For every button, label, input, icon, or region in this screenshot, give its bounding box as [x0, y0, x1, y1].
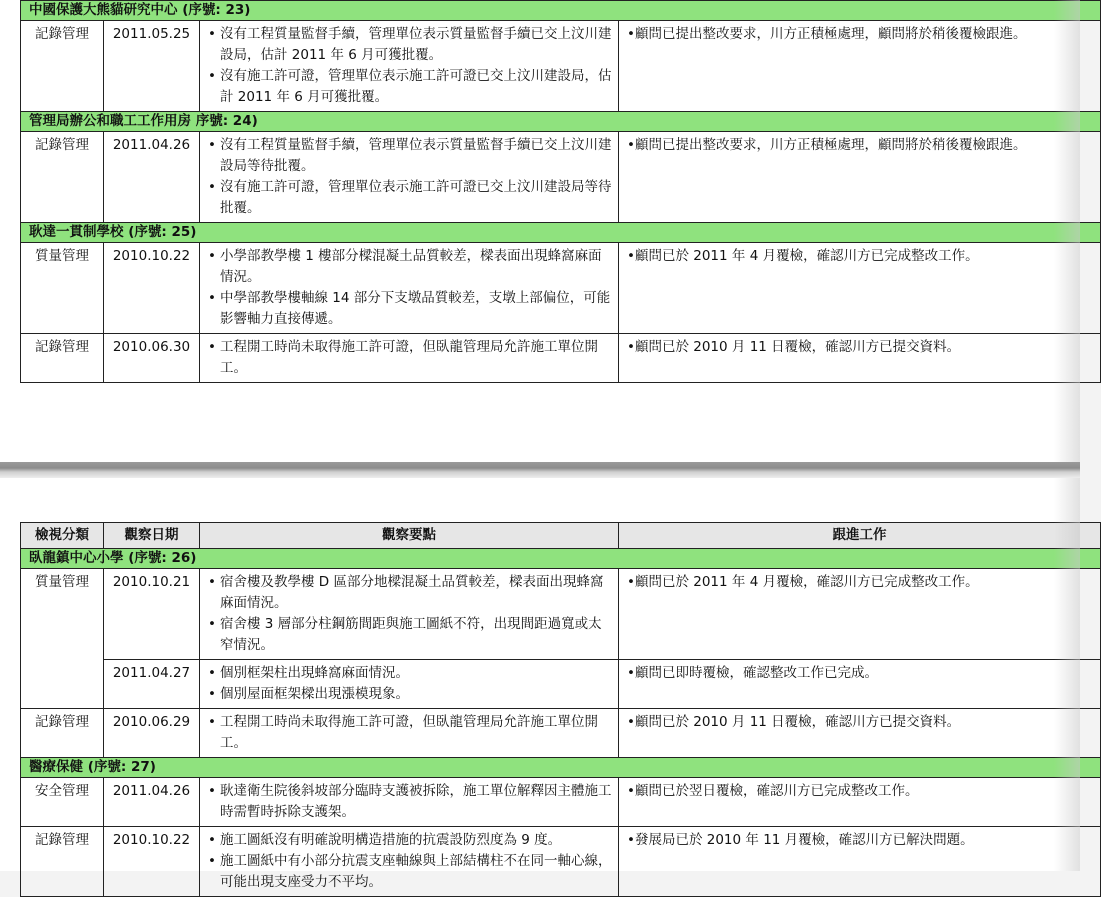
cell-category: 記錄管理	[21, 21, 104, 112]
points-list	[206, 246, 612, 330]
cell-date: 2011.04.27	[104, 660, 200, 709]
points-list	[206, 572, 612, 656]
cell-date: 2010.10.22	[104, 243, 200, 334]
header-date: 觀察日期	[104, 523, 200, 549]
point-item: • 施工圖紙沒有明確說明構造措施的抗震設防烈度為 9 度。	[220, 830, 612, 851]
cell-followup: •顧問已於 2011 年 4 月覆檢，確認川方已完成整改工作。	[619, 569, 1101, 660]
point-item: • 個別屋面框架樑出現漲模現象。	[220, 684, 612, 705]
point-item: • 沒有工程質量監督手續，管理單位表示質量監督手續已交上汶川建設局等待批覆。	[220, 135, 612, 177]
section-title: 臥龍鎮中心小學 (序號: 26)	[21, 549, 1101, 569]
point-item: • 沒有施工許可證，管理單位表示施工許可證已交上汶川建設局等待批覆。	[220, 177, 612, 219]
table-row	[21, 334, 1101, 383]
points-list	[206, 663, 612, 705]
cell-category: 記錄管理	[21, 334, 104, 383]
points-list	[206, 712, 612, 754]
cell-date: 2010.06.29	[104, 709, 200, 758]
section-row	[21, 758, 1101, 778]
cell-category: 記錄管理	[21, 709, 104, 758]
cell-points	[200, 778, 619, 827]
cell-category: 記錄管理	[21, 827, 104, 897]
cell-date: 2010.06.30	[104, 334, 200, 383]
section-title: 中國保護大熊貓研究中心 (序號: 23)	[21, 1, 1101, 21]
point-item: • 個別框架柱出現蜂窩麻面情況。	[220, 663, 612, 684]
page-gap	[0, 462, 1080, 478]
cell-followup: •顧問已提出整改要求，川方正積極處理，顧問將於稍後覆檢跟進。	[619, 21, 1101, 112]
table-row	[21, 778, 1101, 827]
table-row	[21, 21, 1101, 112]
cell-category: 安全管理	[21, 778, 104, 827]
cell-followup: •顧問已即時覆檢，確認整改工作已完成。	[619, 660, 1101, 709]
point-item: • 中學部教學樓軸線 14 部分下支墩品質較差，支墩上部偏位，可能影響軸力直接傳遞。	[220, 288, 612, 330]
cell-followup: •顧問已於 2010 月 11 日覆檢，確認川方已提交資料。	[619, 709, 1101, 758]
cell-points	[200, 660, 619, 709]
section-title: 醫療保健 (序號: 27)	[21, 758, 1101, 778]
section-title: 管理局辦公和職工工作用房 序號: 24)	[21, 112, 1101, 132]
section-row	[21, 1, 1101, 21]
section-title: 耿達一貫制學校 (序號: 25)	[21, 223, 1101, 243]
cell-points	[200, 827, 619, 897]
cell-date: 2011.04.26	[104, 778, 200, 827]
cell-followup: •顧問已於 2011 年 4 月覆檢，確認川方已完成整改工作。	[619, 243, 1101, 334]
cell-followup: •顧問已於 2010 月 11 日覆檢，確認川方已提交資料。	[619, 334, 1101, 383]
header-followup: 跟進工作	[619, 523, 1101, 549]
cell-points	[200, 132, 619, 223]
point-item: • 沒有施工許可證，管理單位表示施工許可證已交上汶川建設局，估計 2011 年 6 月可獲批覆。	[220, 66, 612, 108]
table-row	[21, 132, 1101, 223]
table-row	[21, 243, 1101, 334]
point-item: • 施工圖紙中有小部分抗震支座軸線與上部結構柱不在同一軸心線，可能出現支座受力不平均。	[220, 851, 612, 893]
points-list	[206, 24, 612, 108]
table-header-row	[21, 523, 1101, 549]
inspection-table-page-2	[20, 522, 1101, 897]
table-row	[21, 569, 1101, 660]
section-row	[21, 112, 1101, 132]
points-list	[206, 781, 612, 823]
table-row	[21, 709, 1101, 758]
cell-category: 質量管理	[21, 243, 104, 334]
cell-followup: •發展局已於 2010 年 11 月覆檢，確認川方已解決問題。	[619, 827, 1101, 897]
section-row	[21, 549, 1101, 569]
cell-points	[200, 569, 619, 660]
cell-date: 2011.05.25	[104, 21, 200, 112]
point-item: • 工程開工時尚未取得施工許可證，但臥龍管理局允許施工單位開工。	[220, 712, 612, 754]
document-page-2	[0, 478, 1080, 890]
table-row	[21, 660, 1101, 709]
cell-category: 記錄管理	[21, 132, 104, 223]
cell-date: 2010.10.22	[104, 827, 200, 897]
header-category: 檢視分類	[21, 523, 104, 549]
cell-points	[200, 243, 619, 334]
cell-date: 2010.10.21	[104, 569, 200, 660]
points-list	[206, 830, 612, 893]
cell-category: 質量管理	[21, 569, 104, 709]
point-item: • 宿舍樓及教學樓 D 區部分地樑混凝土品質較差，樑表面出現蜂窩麻面情況。	[220, 572, 612, 614]
table-row	[21, 827, 1101, 897]
header-points: 觀察要點	[200, 523, 619, 549]
section-row	[21, 223, 1101, 243]
point-item: • 工程開工時尚未取得施工許可證，但臥龍管理局允許施工單位開工。	[220, 337, 612, 379]
point-item: • 宿舍樓 3 層部分柱鋼筋間距與施工圖紙不符，出現間距過寬或太窄情況。	[220, 614, 612, 656]
point-item: • 耿達衛生院後斜坡部分臨時支護被拆除，施工單位解釋因主體施工時需暫時拆除支護架。	[220, 781, 612, 823]
cell-points	[200, 709, 619, 758]
cell-points	[200, 21, 619, 112]
cell-followup: •顧問已提出整改要求，川方正積極處理，顧問將於稍後覆檢跟進。	[619, 132, 1101, 223]
cell-date: 2011.04.26	[104, 132, 200, 223]
point-item: • 小學部教學樓 1 樓部分樑混凝土品質較差，樑表面出現蜂窩麻面情況。	[220, 246, 612, 288]
point-item: • 沒有工程質量監督手續，管理單位表示質量監督手續已交上汶川建設局，估計 2011 年 6 月可獲批覆。	[220, 24, 612, 66]
inspection-table-page-1	[20, 0, 1101, 383]
points-list	[206, 135, 612, 219]
cell-followup: •顧問已於翌日覆檢，確認川方已完成整改工作。	[619, 778, 1101, 827]
cell-points	[200, 334, 619, 383]
points-list	[206, 337, 612, 379]
